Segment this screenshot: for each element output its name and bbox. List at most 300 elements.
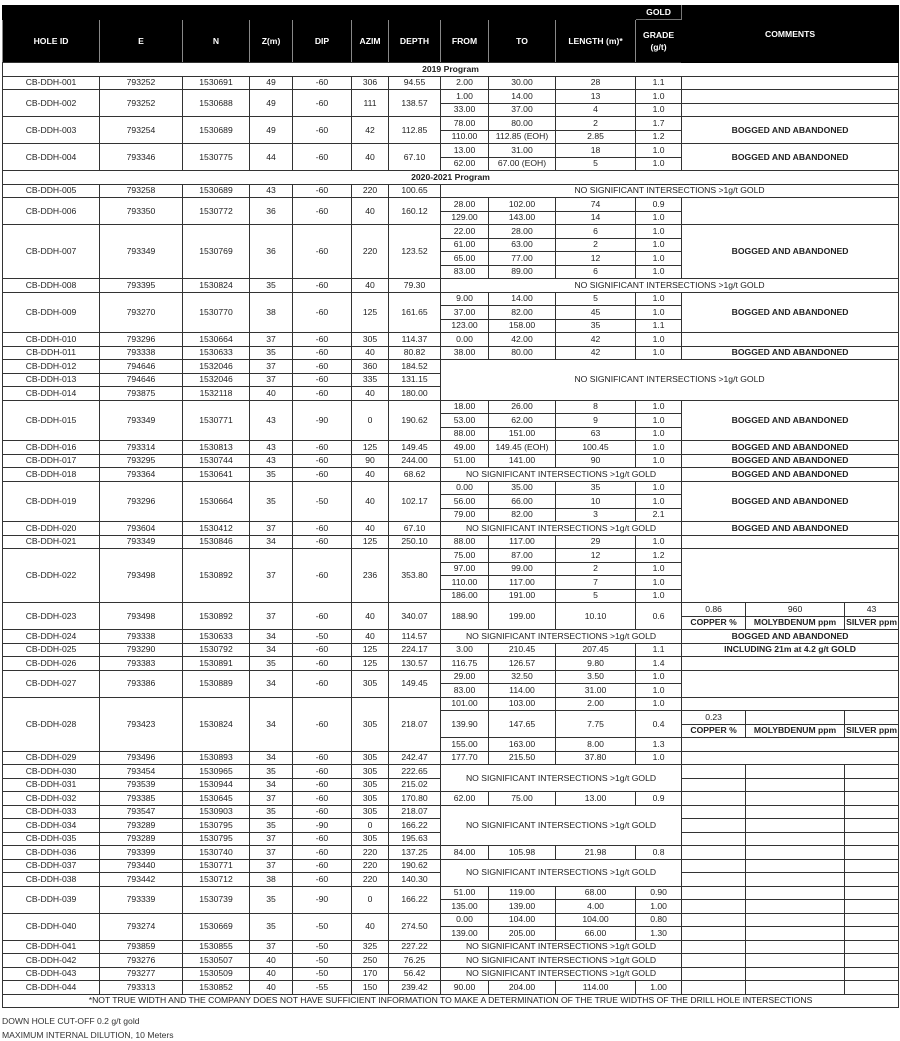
azimuth: 250: [352, 954, 389, 968]
easting: 793498: [100, 603, 183, 630]
dip: -60: [293, 360, 352, 374]
dip: -60: [293, 117, 352, 144]
footnote-true-width: *NOT TRUE WIDTH AND THE COMPANY DOES NOT HAVE SUFFICIENT INFORMATION TO MAKE A DETERMINATION OF THE TRUE WIDTHS OF THE DRILL HOLE INTERSECTIONS: [3, 994, 899, 1008]
comment-molybdenum: [746, 805, 845, 819]
depth: 130.57: [389, 657, 441, 671]
comment-molybdenum: [746, 765, 845, 779]
hole-id: CB-DDH-020: [3, 522, 100, 536]
hole-id: CB-DDH-008: [3, 279, 100, 293]
northing: 1530855: [183, 940, 250, 954]
comment-copper: [682, 954, 746, 968]
interval-length: 9.80: [556, 657, 636, 671]
no-significant-note: NO SIGNIFICANT INTERSECTIONS >1g/t GOLD: [441, 765, 682, 792]
hole-id: CB-DDH-004: [3, 144, 100, 171]
interval-from: 0.00: [441, 333, 489, 347]
interval-to: 89.00: [489, 265, 556, 279]
northing: 1530771: [183, 859, 250, 873]
dip: -60: [293, 765, 352, 779]
northing: 1530824: [183, 279, 250, 293]
comment-blank: [682, 198, 899, 225]
northing: 1530689: [183, 184, 250, 198]
easting: 793252: [100, 90, 183, 117]
elevation: 43: [250, 400, 293, 441]
comment-molybdenum: [746, 967, 845, 981]
interval-from: 90.00: [441, 981, 489, 995]
azimuth: 220: [352, 184, 389, 198]
comment-bogged: BOGGED AND ABANDONED: [682, 117, 899, 144]
comment-molybdenum: [746, 819, 845, 833]
note-cutoff: DOWN HOLE CUT-OFF 0.2 g/t gold: [2, 1016, 140, 1026]
elevation: 49: [250, 117, 293, 144]
hole-id: CB-DDH-010: [3, 333, 100, 347]
interval-grade: 0.9: [636, 198, 682, 212]
northing: 1530507: [183, 954, 250, 968]
interval-grade: 1.0: [636, 562, 682, 576]
comment-molybdenum: [746, 981, 845, 995]
interval-length: 7: [556, 576, 636, 590]
interval-grade: 0.8: [636, 846, 682, 860]
comment-bogged: BOGGED AND ABANDONED: [682, 522, 899, 536]
table-row: [3, 90, 899, 104]
dip: -60: [293, 144, 352, 171]
table-row: [3, 346, 899, 360]
table-row: [3, 751, 899, 765]
dip: -60: [293, 373, 352, 387]
comment-copper: [682, 981, 746, 995]
table-row: [3, 292, 899, 306]
hole-id: CB-DDH-026: [3, 657, 100, 671]
interval-length: 8: [556, 400, 636, 414]
easting: 793290: [100, 643, 183, 657]
northing: 1530903: [183, 805, 250, 819]
hole-id: CB-DDH-028: [3, 697, 100, 751]
comment-copper: [682, 913, 746, 927]
elevation: 34: [250, 643, 293, 657]
comment-copper: [682, 967, 746, 981]
interval-grade: 1.1: [636, 319, 682, 333]
azimuth: 150: [352, 981, 389, 995]
table-row: [3, 441, 899, 455]
northing: 1530891: [183, 657, 250, 671]
azimuth: 305: [352, 805, 389, 819]
depth: 222.65: [389, 765, 441, 779]
interval-grade: 2.1: [636, 508, 682, 522]
easting: 793252: [100, 76, 183, 90]
interval-grade: 1.0: [636, 103, 682, 117]
dip: -60: [293, 657, 352, 671]
dip: -60: [293, 846, 352, 860]
elevation: 34: [250, 535, 293, 549]
northing: 1530792: [183, 643, 250, 657]
no-significant-note: NO SIGNIFICANT INTERSECTIONS >1g/t GOLD: [441, 468, 682, 482]
hole-id: CB-DDH-044: [3, 981, 100, 995]
interval-from: 139.90: [441, 711, 489, 738]
comment-silver: [845, 927, 899, 941]
northing: 1530691: [183, 76, 250, 90]
interval-length: 2: [556, 117, 636, 131]
interval-grade: 1.0: [636, 697, 682, 711]
depth: 170.80: [389, 792, 441, 806]
interval-to: 80.00: [489, 346, 556, 360]
no-significant-note: NO SIGNIFICANT INTERSECTIONS >1g/t GOLD: [441, 522, 682, 536]
interval-from: 78.00: [441, 117, 489, 131]
hole-id: CB-DDH-007: [3, 225, 100, 279]
interval-to: 215.50: [489, 751, 556, 765]
interval-to: 143.00: [489, 211, 556, 225]
northing: 1530739: [183, 886, 250, 913]
silver-value: 43: [845, 603, 899, 617]
interval-grade: 1.4: [636, 657, 682, 671]
dip: -60: [293, 805, 352, 819]
depth: 68.62: [389, 468, 441, 482]
silver-value: [845, 711, 899, 725]
interval-from: 33.00: [441, 103, 489, 117]
depth: 137.25: [389, 846, 441, 860]
interval-to: 139.00: [489, 900, 556, 914]
depth: 224.17: [389, 643, 441, 657]
easting: 793349: [100, 535, 183, 549]
hole-id: CB-DDH-013: [3, 373, 100, 387]
easting: 793385: [100, 792, 183, 806]
interval-from: 0.00: [441, 481, 489, 495]
interval-to: 126.57: [489, 657, 556, 671]
interval-from: 84.00: [441, 846, 489, 860]
table-row: [3, 913, 899, 927]
interval-to: 141.00: [489, 454, 556, 468]
dip: -60: [293, 184, 352, 198]
interval-length: 9: [556, 414, 636, 428]
northing: 1532046: [183, 373, 250, 387]
azimuth: 305: [352, 765, 389, 779]
elevation: 34: [250, 630, 293, 644]
interval-length: 37.80: [556, 751, 636, 765]
easting: 793547: [100, 805, 183, 819]
table-row: [3, 76, 899, 90]
interval-from: 29.00: [441, 670, 489, 684]
northing: 1530770: [183, 292, 250, 333]
interval-from: 110.00: [441, 576, 489, 590]
hole-id: CB-DDH-038: [3, 873, 100, 887]
depth: 67.10: [389, 522, 441, 536]
interval-length: 3: [556, 508, 636, 522]
molybdenum-label: MOLYBDENUM ppm: [746, 616, 845, 630]
dip: -60: [293, 441, 352, 455]
depth: 353.80: [389, 549, 441, 603]
hole-id: CB-DDH-002: [3, 90, 100, 117]
interval-grade: 1.0: [636, 441, 682, 455]
easting: 793498: [100, 549, 183, 603]
comment-silver: [845, 778, 899, 792]
northing: 1530633: [183, 630, 250, 644]
grade-label: GRADE: [643, 30, 675, 40]
interval-to: 62.00: [489, 414, 556, 428]
comment-silver: [845, 886, 899, 900]
depth: 149.45: [389, 441, 441, 455]
depth: 140.30: [389, 873, 441, 887]
northing: 1530772: [183, 198, 250, 225]
easting: 793875: [100, 387, 183, 401]
dip: -60: [293, 603, 352, 630]
interval-from: 28.00: [441, 198, 489, 212]
elevation: 37: [250, 859, 293, 873]
no-significant-note: NO SIGNIFICANT INTERSECTIONS >1g/t GOLD: [441, 954, 682, 968]
interval-to: 75.00: [489, 792, 556, 806]
interval-grade: 1.0: [636, 495, 682, 509]
comment-silver: [845, 832, 899, 846]
dip: -60: [293, 279, 352, 293]
hole-id: CB-DDH-011: [3, 346, 100, 360]
easting: 793539: [100, 778, 183, 792]
elevation: 37: [250, 832, 293, 846]
interval-from: 56.00: [441, 495, 489, 509]
elevation: 40: [250, 387, 293, 401]
table-row: [3, 454, 899, 468]
azimuth: 220: [352, 859, 389, 873]
depth: 79.30: [389, 279, 441, 293]
interval-to: 105.98: [489, 846, 556, 860]
northing: 1530641: [183, 468, 250, 482]
comment-silver: [845, 765, 899, 779]
interval-to: 147.65: [489, 711, 556, 738]
dip: -50: [293, 940, 352, 954]
interval-length: 18: [556, 144, 636, 158]
interval-to: 32.50: [489, 670, 556, 684]
elevation: 43: [250, 441, 293, 455]
comment-copper: [682, 927, 746, 941]
interval-from: 3.00: [441, 643, 489, 657]
interval-from: 83.00: [441, 265, 489, 279]
interval-length: 207.45: [556, 643, 636, 657]
easting: 793440: [100, 859, 183, 873]
elevation: 37: [250, 792, 293, 806]
elevation: 35: [250, 765, 293, 779]
table-row: [3, 657, 899, 671]
easting: 793338: [100, 346, 183, 360]
table-row: [3, 549, 899, 563]
program-label: 2020-2021 Program: [3, 171, 899, 185]
hole-id: CB-DDH-009: [3, 292, 100, 333]
interval-grade: 1.30: [636, 927, 682, 941]
comment-molybdenum: [746, 954, 845, 968]
azimuth: 40: [352, 144, 389, 171]
depth: 160.12: [389, 198, 441, 225]
interval-to: 42.00: [489, 333, 556, 347]
dip: -90: [293, 819, 352, 833]
elevation: 37: [250, 373, 293, 387]
interval-length: 5: [556, 292, 636, 306]
comment-molybdenum: [746, 832, 845, 846]
easting: 793258: [100, 184, 183, 198]
interval-length: 29: [556, 535, 636, 549]
hole-id: CB-DDH-035: [3, 832, 100, 846]
interval-to: 82.00: [489, 508, 556, 522]
interval-grade: 0.6: [636, 603, 682, 630]
comment-bogged: BOGGED AND ABANDONED: [682, 144, 899, 171]
easting: 793604: [100, 522, 183, 536]
interval-from: 13.00: [441, 144, 489, 158]
northing: 1532046: [183, 360, 250, 374]
grade-unit: (g/t): [650, 42, 667, 52]
interval-grade: 1.0: [636, 252, 682, 266]
interval-length: 13.00: [556, 792, 636, 806]
copper-value: 0.23: [682, 711, 746, 725]
interval-grade: 1.1: [636, 643, 682, 657]
interval-to: 82.00: [489, 306, 556, 320]
interval-to: 35.00: [489, 481, 556, 495]
dip: -50: [293, 481, 352, 522]
hole-id: CB-DDH-023: [3, 603, 100, 630]
comment-molybdenum: [746, 792, 845, 806]
dip: -50: [293, 954, 352, 968]
northing: 1530412: [183, 522, 250, 536]
table-row: [3, 535, 899, 549]
table-row: [3, 792, 899, 806]
northing: 1530813: [183, 441, 250, 455]
interval-from: 129.00: [441, 211, 489, 225]
interval-length: 45: [556, 306, 636, 320]
interval-grade: 1.0: [636, 670, 682, 684]
easting: 793289: [100, 832, 183, 846]
no-significant-note: NO SIGNIFICANT INTERSECTIONS >1g/t GOLD: [441, 859, 682, 886]
depth: 94.55: [389, 76, 441, 90]
hole-id: CB-DDH-012: [3, 360, 100, 374]
hole-id: CB-DDH-034: [3, 819, 100, 833]
depth: 114.37: [389, 333, 441, 347]
interval-grade: 1.0: [636, 427, 682, 441]
no-significant-note: NO SIGNIFICANT INTERSECTIONS >1g/t GOLD: [441, 967, 682, 981]
azimuth: 40: [352, 522, 389, 536]
azimuth: 40: [352, 198, 389, 225]
interval-length: 2.00: [556, 697, 636, 711]
interval-from: 88.00: [441, 427, 489, 441]
dip: -60: [293, 535, 352, 549]
comment-molybdenum: [746, 913, 845, 927]
interval-to: 117.00: [489, 535, 556, 549]
table-row: [3, 630, 899, 644]
comment-molybdenum: [746, 886, 845, 900]
easting: 793395: [100, 279, 183, 293]
elevation: 34: [250, 751, 293, 765]
table-row: [3, 981, 899, 995]
elevation: 37: [250, 940, 293, 954]
hole-id: CB-DDH-041: [3, 940, 100, 954]
interval-grade: 1.0: [636, 144, 682, 158]
note-dilution: MAXIMUM INTERNAL DILUTION, 10 Meters: [2, 1030, 174, 1040]
depth: 218.07: [389, 805, 441, 819]
col-azim: AZIM: [352, 20, 389, 63]
header-top-bar: [3, 6, 899, 20]
northing: 1530689: [183, 117, 250, 144]
table-row: [3, 697, 899, 711]
dip: -60: [293, 454, 352, 468]
comment-blank: [682, 76, 899, 90]
interval-length: 42: [556, 333, 636, 347]
interval-to: 14.00: [489, 90, 556, 104]
azimuth: 40: [352, 387, 389, 401]
interval-length: 2.85: [556, 130, 636, 144]
comment-copper: [682, 792, 746, 806]
depth: 114.57: [389, 630, 441, 644]
comment-including: INCLUDING 21m at 4.2 g/t GOLD: [682, 643, 899, 657]
depth: 102.17: [389, 481, 441, 522]
comment-silver: [845, 981, 899, 995]
depth: 166.22: [389, 886, 441, 913]
comment-bogged: BOGGED AND ABANDONED: [682, 292, 899, 333]
interval-length: 5: [556, 157, 636, 171]
interval-length: 21.98: [556, 846, 636, 860]
interval-to: 37.00: [489, 103, 556, 117]
elevation: 35: [250, 346, 293, 360]
azimuth: 40: [352, 346, 389, 360]
table-row: [3, 886, 899, 900]
comment-bogged: BOGGED AND ABANDONED: [682, 630, 899, 644]
comment-copper: [682, 886, 746, 900]
interval-to: 119.00: [489, 886, 556, 900]
dip: -60: [293, 522, 352, 536]
depth: 195.63: [389, 832, 441, 846]
interval-from: 49.00: [441, 441, 489, 455]
interval-from: 51.00: [441, 454, 489, 468]
azimuth: 125: [352, 535, 389, 549]
interval-grade: 1.0: [636, 211, 682, 225]
easting: 793859: [100, 940, 183, 954]
northing: 1530633: [183, 346, 250, 360]
table-row: [3, 603, 899, 617]
comment-silver: [845, 873, 899, 887]
azimuth: 170: [352, 967, 389, 981]
interval-to: 14.00: [489, 292, 556, 306]
interval-grade: 1.0: [636, 292, 682, 306]
northing: 1530669: [183, 913, 250, 940]
azimuth: 40: [352, 630, 389, 644]
col-from: FROM: [441, 20, 489, 63]
comment-molybdenum: [746, 900, 845, 914]
comment-blank: [682, 697, 899, 711]
hole-id: CB-DDH-014: [3, 387, 100, 401]
interval-length: 35: [556, 319, 636, 333]
comment-bogged: BOGGED AND ABANDONED: [682, 454, 899, 468]
easting: 793496: [100, 751, 183, 765]
interval-grade: 0.90: [636, 886, 682, 900]
elevation: 35: [250, 805, 293, 819]
easting: 794646: [100, 373, 183, 387]
interval-to: 114.00: [489, 684, 556, 698]
elevation: 38: [250, 292, 293, 333]
hole-id: CB-DDH-006: [3, 198, 100, 225]
depth: 112.85: [389, 117, 441, 144]
northing: 1530688: [183, 90, 250, 117]
dip: -60: [293, 468, 352, 482]
comment-molybdenum: [746, 927, 845, 941]
interval-to: 63.00: [489, 238, 556, 252]
northing: 1530744: [183, 454, 250, 468]
azimuth: 40: [352, 279, 389, 293]
northing: 1530664: [183, 333, 250, 347]
azimuth: 360: [352, 360, 389, 374]
interval-length: 68.00: [556, 886, 636, 900]
comment-silver: [845, 846, 899, 860]
northing: 1530712: [183, 873, 250, 887]
interval-length: 4: [556, 103, 636, 117]
depth: 67.10: [389, 144, 441, 171]
comments-header: COMMENTS: [682, 6, 899, 63]
northing: 1530846: [183, 535, 250, 549]
interval-grade: 1.0: [636, 265, 682, 279]
hole-id: CB-DDH-030: [3, 765, 100, 779]
col-hole-id: HOLE ID: [3, 20, 100, 63]
depth: 190.62: [389, 400, 441, 441]
interval-to: 210.45: [489, 643, 556, 657]
